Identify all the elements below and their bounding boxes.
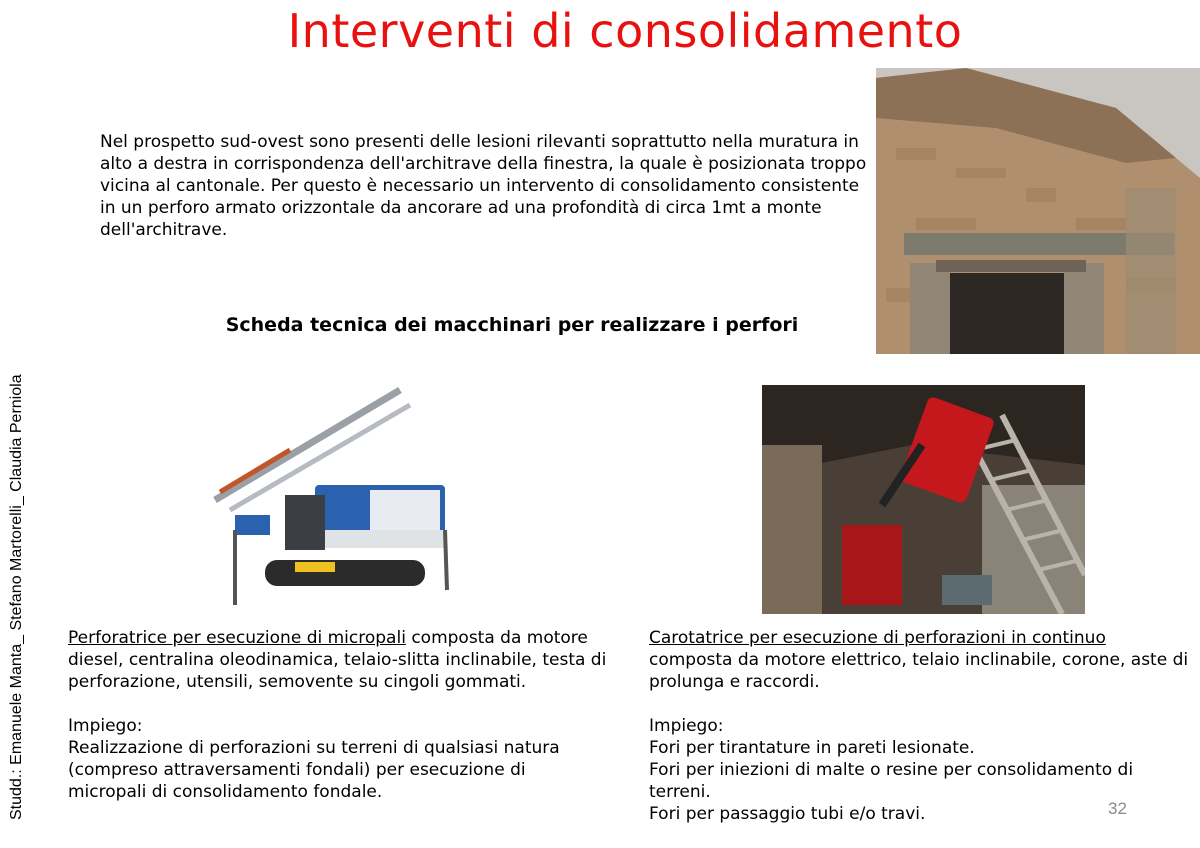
left-impiego-label: Impiego: [68, 716, 143, 736]
right-machine-desc: composta da motore elettrico, telaio inclinabile, corone, aste di prolunga e raccordi. [649, 650, 1189, 692]
side-credit: Studd.: Emanuele Manta_ Stefano Martorelli_ Claudia Perniola [8, 374, 25, 820]
left-machine-description [68, 627, 608, 803]
right-use-item: Fori per tirantature in pareti lesionate. [649, 738, 975, 758]
left-impiego-text: Realizzazione di perforazioni su terreni di qualsiasi natura (compreso attraversamenti fondali) per esecuzione di micropali di consolidamento fondale. [68, 738, 560, 802]
left-machine-name: Perforatrice per esecuzione di micropali [68, 628, 406, 648]
page-number: 32 [1108, 799, 1127, 818]
right-machine-description [649, 627, 1189, 825]
left-machine-desc: composta da motore diesel, centralina oleodinamica, telaio-slitta inclinabile, testa di perforazione, utensili, semovente su cingoli gommati. [68, 628, 607, 692]
right-machine-name: Carotatrice per esecuzione di perforazioni in continuo [649, 628, 1106, 648]
right-use-item: Fori per passaggio tubi e/o travi. [649, 804, 926, 824]
right-impiego-label: Impiego: [649, 716, 724, 736]
wall-photo [876, 68, 1200, 354]
drilling-rig-photo [195, 380, 465, 610]
core-drill-photo [762, 385, 1085, 614]
intro-paragraph: Nel prospetto sud-ovest sono presenti delle lesioni rilevanti soprattutto nella muratura in alto a destra in corrispondenza dell'architrave della finestra, la quale è posizionata troppo vicina al cantonale. Per questo è necessario un intervento di consolidamento consistente in un perforo armato orizzontale da ancorare ad una profondità di circa 1mt a monte dell'architrave. [100, 132, 867, 240]
left-machine-paragraph [68, 627, 608, 693]
page-title: Interventi di consolidamento [287, 4, 963, 58]
section-heading: Scheda tecnica dei macchinari per realizzare i perfori [225, 314, 799, 336]
right-use-item: Fori per iniezioni di malte o resine per consolidamento di terreni. [649, 760, 1134, 802]
